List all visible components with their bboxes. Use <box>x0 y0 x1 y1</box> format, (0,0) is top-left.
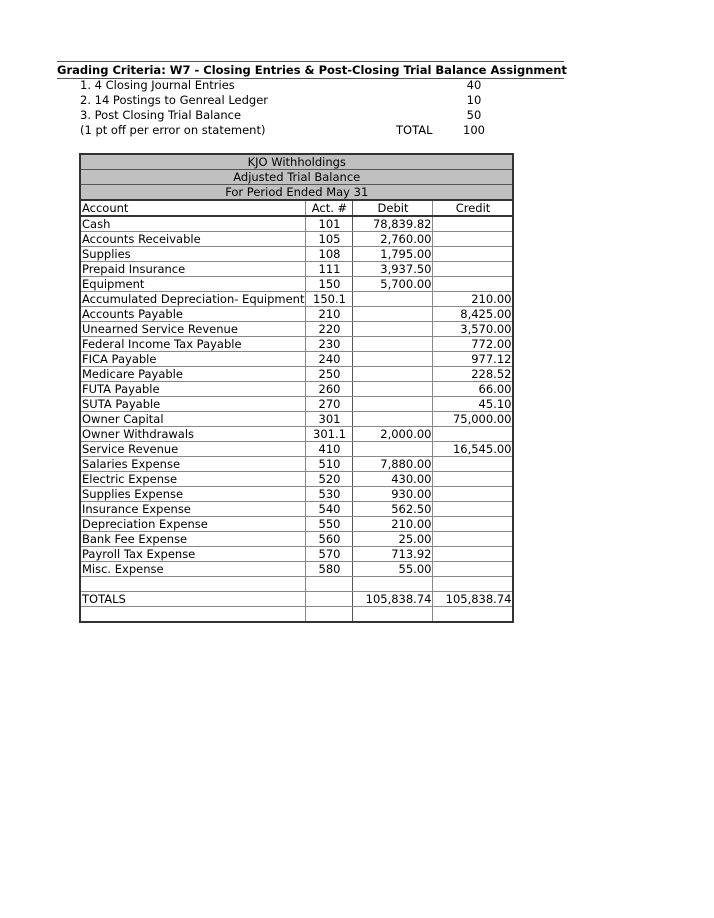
debit-cell <box>353 442 433 457</box>
table-row <box>80 382 513 397</box>
account-name-cell: Insurance Expense <box>80 502 306 517</box>
table-row <box>80 337 513 352</box>
credit-cell <box>433 427 514 442</box>
debit-cell <box>353 337 433 352</box>
account-number-cell <box>306 607 353 623</box>
grading-criteria-title: Grading Criteria: W7 - Closing Entries & Post-Closing Trial Balance Assignment <box>57 63 567 77</box>
debit-cell: 713.92 <box>353 547 433 562</box>
account-number-cell: 108 <box>306 247 353 262</box>
criteria-item-note: TOTAL <box>396 123 433 137</box>
account-number-cell: 580 <box>306 562 353 577</box>
credit-cell <box>433 532 514 547</box>
table-row <box>80 352 513 367</box>
credit-cell <box>433 517 514 532</box>
account-number-cell <box>306 592 353 607</box>
credit-cell <box>433 232 514 247</box>
debit-cell: 7,880.00 <box>353 457 433 472</box>
account-name-cell <box>80 607 306 623</box>
credit-cell <box>433 487 514 502</box>
company-name: KJO Withholdings <box>80 154 513 170</box>
account-name-cell: Depreciation Expense <box>80 517 306 532</box>
account-number-cell: 105 <box>306 232 353 247</box>
table-row <box>80 262 513 277</box>
account-name-cell: Bank Fee Expense <box>80 532 306 547</box>
account-number-cell: 270 <box>306 397 353 412</box>
table-row <box>80 517 513 532</box>
account-name-cell: FUTA Payable <box>80 382 306 397</box>
criteria-item <box>80 108 500 123</box>
credit-cell <box>433 562 514 577</box>
account-name-cell: Electric Expense <box>80 472 306 487</box>
account-name-cell: Supplies <box>80 247 306 262</box>
credit-cell <box>433 502 514 517</box>
debit-cell <box>353 292 433 307</box>
column-header-debit: Debit <box>353 200 433 216</box>
account-number-cell: 230 <box>306 337 353 352</box>
criteria-item-points: 40 <box>466 78 482 92</box>
credit-cell: 772.00 <box>433 337 514 352</box>
debit-cell: 430.00 <box>353 472 433 487</box>
credit-cell: 3,570.00 <box>433 322 514 337</box>
credit-cell <box>433 607 514 623</box>
criteria-item <box>80 123 500 138</box>
account-number-cell: 240 <box>306 352 353 367</box>
column-header-account-number: Act. # <box>306 200 353 216</box>
table-row <box>80 322 513 337</box>
adjusted-trial-balance-table <box>79 153 514 623</box>
account-number-cell: 410 <box>306 442 353 457</box>
credit-cell: 66.00 <box>433 382 514 397</box>
account-number-cell: 560 <box>306 532 353 547</box>
credit-cell <box>433 216 514 232</box>
account-number-cell: 210 <box>306 307 353 322</box>
credit-cell: 977.12 <box>433 352 514 367</box>
debit-cell <box>353 307 433 322</box>
account-name-cell: TOTALS <box>80 592 306 607</box>
debit-cell <box>353 397 433 412</box>
debit-cell: 5,700.00 <box>353 277 433 292</box>
column-header-row <box>80 200 513 216</box>
table-row <box>80 307 513 322</box>
grading-criteria-list <box>80 78 500 138</box>
debit-cell: 3,937.50 <box>353 262 433 277</box>
table-row <box>80 457 513 472</box>
table-row <box>80 277 513 292</box>
account-name-cell: Accumulated Depreciation- Equipment <box>82 292 305 306</box>
credit-cell: 210.00 <box>433 292 514 307</box>
table-row <box>80 232 513 247</box>
criteria-item-label: 1. 4 Closing Journal Entries <box>80 78 235 92</box>
criteria-item-points: 10 <box>466 93 482 107</box>
criteria-item-label: 3. Post Closing Trial Balance <box>80 108 242 122</box>
debit-cell: 105,838.74 <box>353 592 433 607</box>
table-row <box>80 502 513 517</box>
account-name-cell <box>80 577 306 592</box>
credit-cell: 45.10 <box>433 397 514 412</box>
account-name-cell: Cash <box>80 216 306 232</box>
table-row <box>80 577 513 592</box>
criteria-item <box>80 78 500 93</box>
debit-cell <box>353 607 433 623</box>
credit-cell: 16,545.00 <box>433 442 514 457</box>
debit-cell: 78,839.82 <box>353 216 433 232</box>
account-number-cell: 301 <box>306 412 353 427</box>
debit-cell: 2,000.00 <box>353 427 433 442</box>
table-row <box>80 562 513 577</box>
table-row <box>80 397 513 412</box>
debit-cell: 55.00 <box>353 562 433 577</box>
table-row <box>80 412 513 427</box>
criteria-item <box>80 93 500 108</box>
account-number-cell: 150.1 <box>306 292 353 307</box>
credit-cell: 75,000.00 <box>433 412 514 427</box>
debit-cell: 1,795.00 <box>353 247 433 262</box>
table-row <box>80 472 513 487</box>
table-row <box>80 607 513 623</box>
account-number-cell: 530 <box>306 487 353 502</box>
account-name-cell: Medicare Payable <box>80 367 306 382</box>
debit-cell: 2,760.00 <box>353 232 433 247</box>
credit-cell: 105,838.74 <box>433 592 514 607</box>
account-name-cell: Service Revenue <box>80 442 306 457</box>
account-name-cell: Equipment <box>80 277 306 292</box>
account-number-cell: 260 <box>306 382 353 397</box>
credit-cell: 228.52 <box>433 367 514 382</box>
debit-cell <box>353 352 433 367</box>
credit-cell <box>433 472 514 487</box>
totals-row <box>80 592 513 607</box>
top-divider <box>57 61 564 62</box>
credit-cell <box>433 262 514 277</box>
account-name-cell: Federal Income Tax Payable <box>80 337 306 352</box>
account-number-cell: 520 <box>306 472 353 487</box>
statement-period: For Period Ended May 31 <box>80 185 513 201</box>
account-number-cell: 301.1 <box>306 427 353 442</box>
criteria-item-points: 100 <box>463 123 485 137</box>
account-name-cell: Owner Capital <box>80 412 306 427</box>
account-name-cell: Accounts Receivable <box>80 232 306 247</box>
debit-cell <box>353 322 433 337</box>
table-row <box>80 367 513 382</box>
credit-cell <box>433 547 514 562</box>
debit-cell: 25.00 <box>353 532 433 547</box>
table-row <box>80 547 513 562</box>
credit-cell <box>433 277 514 292</box>
account-number-cell: 101 <box>306 216 353 232</box>
account-number-cell <box>306 577 353 592</box>
account-number-cell: 570 <box>306 547 353 562</box>
account-number-cell: 111 <box>306 262 353 277</box>
debit-cell: 930.00 <box>353 487 433 502</box>
table-row <box>80 487 513 502</box>
criteria-item-label: (1 pt off per error on statement) <box>80 123 266 137</box>
account-name-cell: Accounts Payable <box>80 307 306 322</box>
account-number-cell: 540 <box>306 502 353 517</box>
account-name-cell: Prepaid Insurance <box>80 262 306 277</box>
table-row <box>80 442 513 457</box>
account-name-cell: Misc. Expense <box>80 562 306 577</box>
account-number-cell: 220 <box>306 322 353 337</box>
statement-name: Adjusted Trial Balance <box>80 170 513 185</box>
account-name-cell: Payroll Tax Expense <box>80 547 306 562</box>
table-row <box>80 247 513 262</box>
table-row <box>80 216 513 232</box>
debit-cell <box>353 412 433 427</box>
debit-cell: 562.50 <box>353 502 433 517</box>
table-row <box>80 532 513 547</box>
table-row <box>80 292 513 307</box>
credit-cell <box>433 577 514 592</box>
debit-cell <box>353 367 433 382</box>
column-header-credit: Credit <box>433 200 514 216</box>
account-number-cell: 250 <box>306 367 353 382</box>
credit-cell: 8,425.00 <box>433 307 514 322</box>
criteria-item-label: 2. 14 Postings to Genreal Ledger <box>80 93 269 107</box>
account-name-cell: Salaries Expense <box>80 457 306 472</box>
column-header-account: Account <box>80 200 306 216</box>
criteria-item-points: 50 <box>466 108 482 122</box>
account-name-cell: Supplies Expense <box>80 487 306 502</box>
debit-cell <box>353 382 433 397</box>
credit-cell <box>433 247 514 262</box>
credit-cell <box>433 457 514 472</box>
debit-cell: 210.00 <box>353 517 433 532</box>
account-name-cell: Unearned Service Revenue <box>80 322 306 337</box>
account-name-cell: Owner Withdrawals <box>80 427 306 442</box>
table-row <box>80 427 513 442</box>
account-name-cell: FICA Payable <box>80 352 306 367</box>
account-number-cell: 550 <box>306 517 353 532</box>
account-name-cell: SUTA Payable <box>80 397 306 412</box>
account-number-cell: 150 <box>306 277 353 292</box>
debit-cell <box>353 577 433 592</box>
account-number-cell: 510 <box>306 457 353 472</box>
